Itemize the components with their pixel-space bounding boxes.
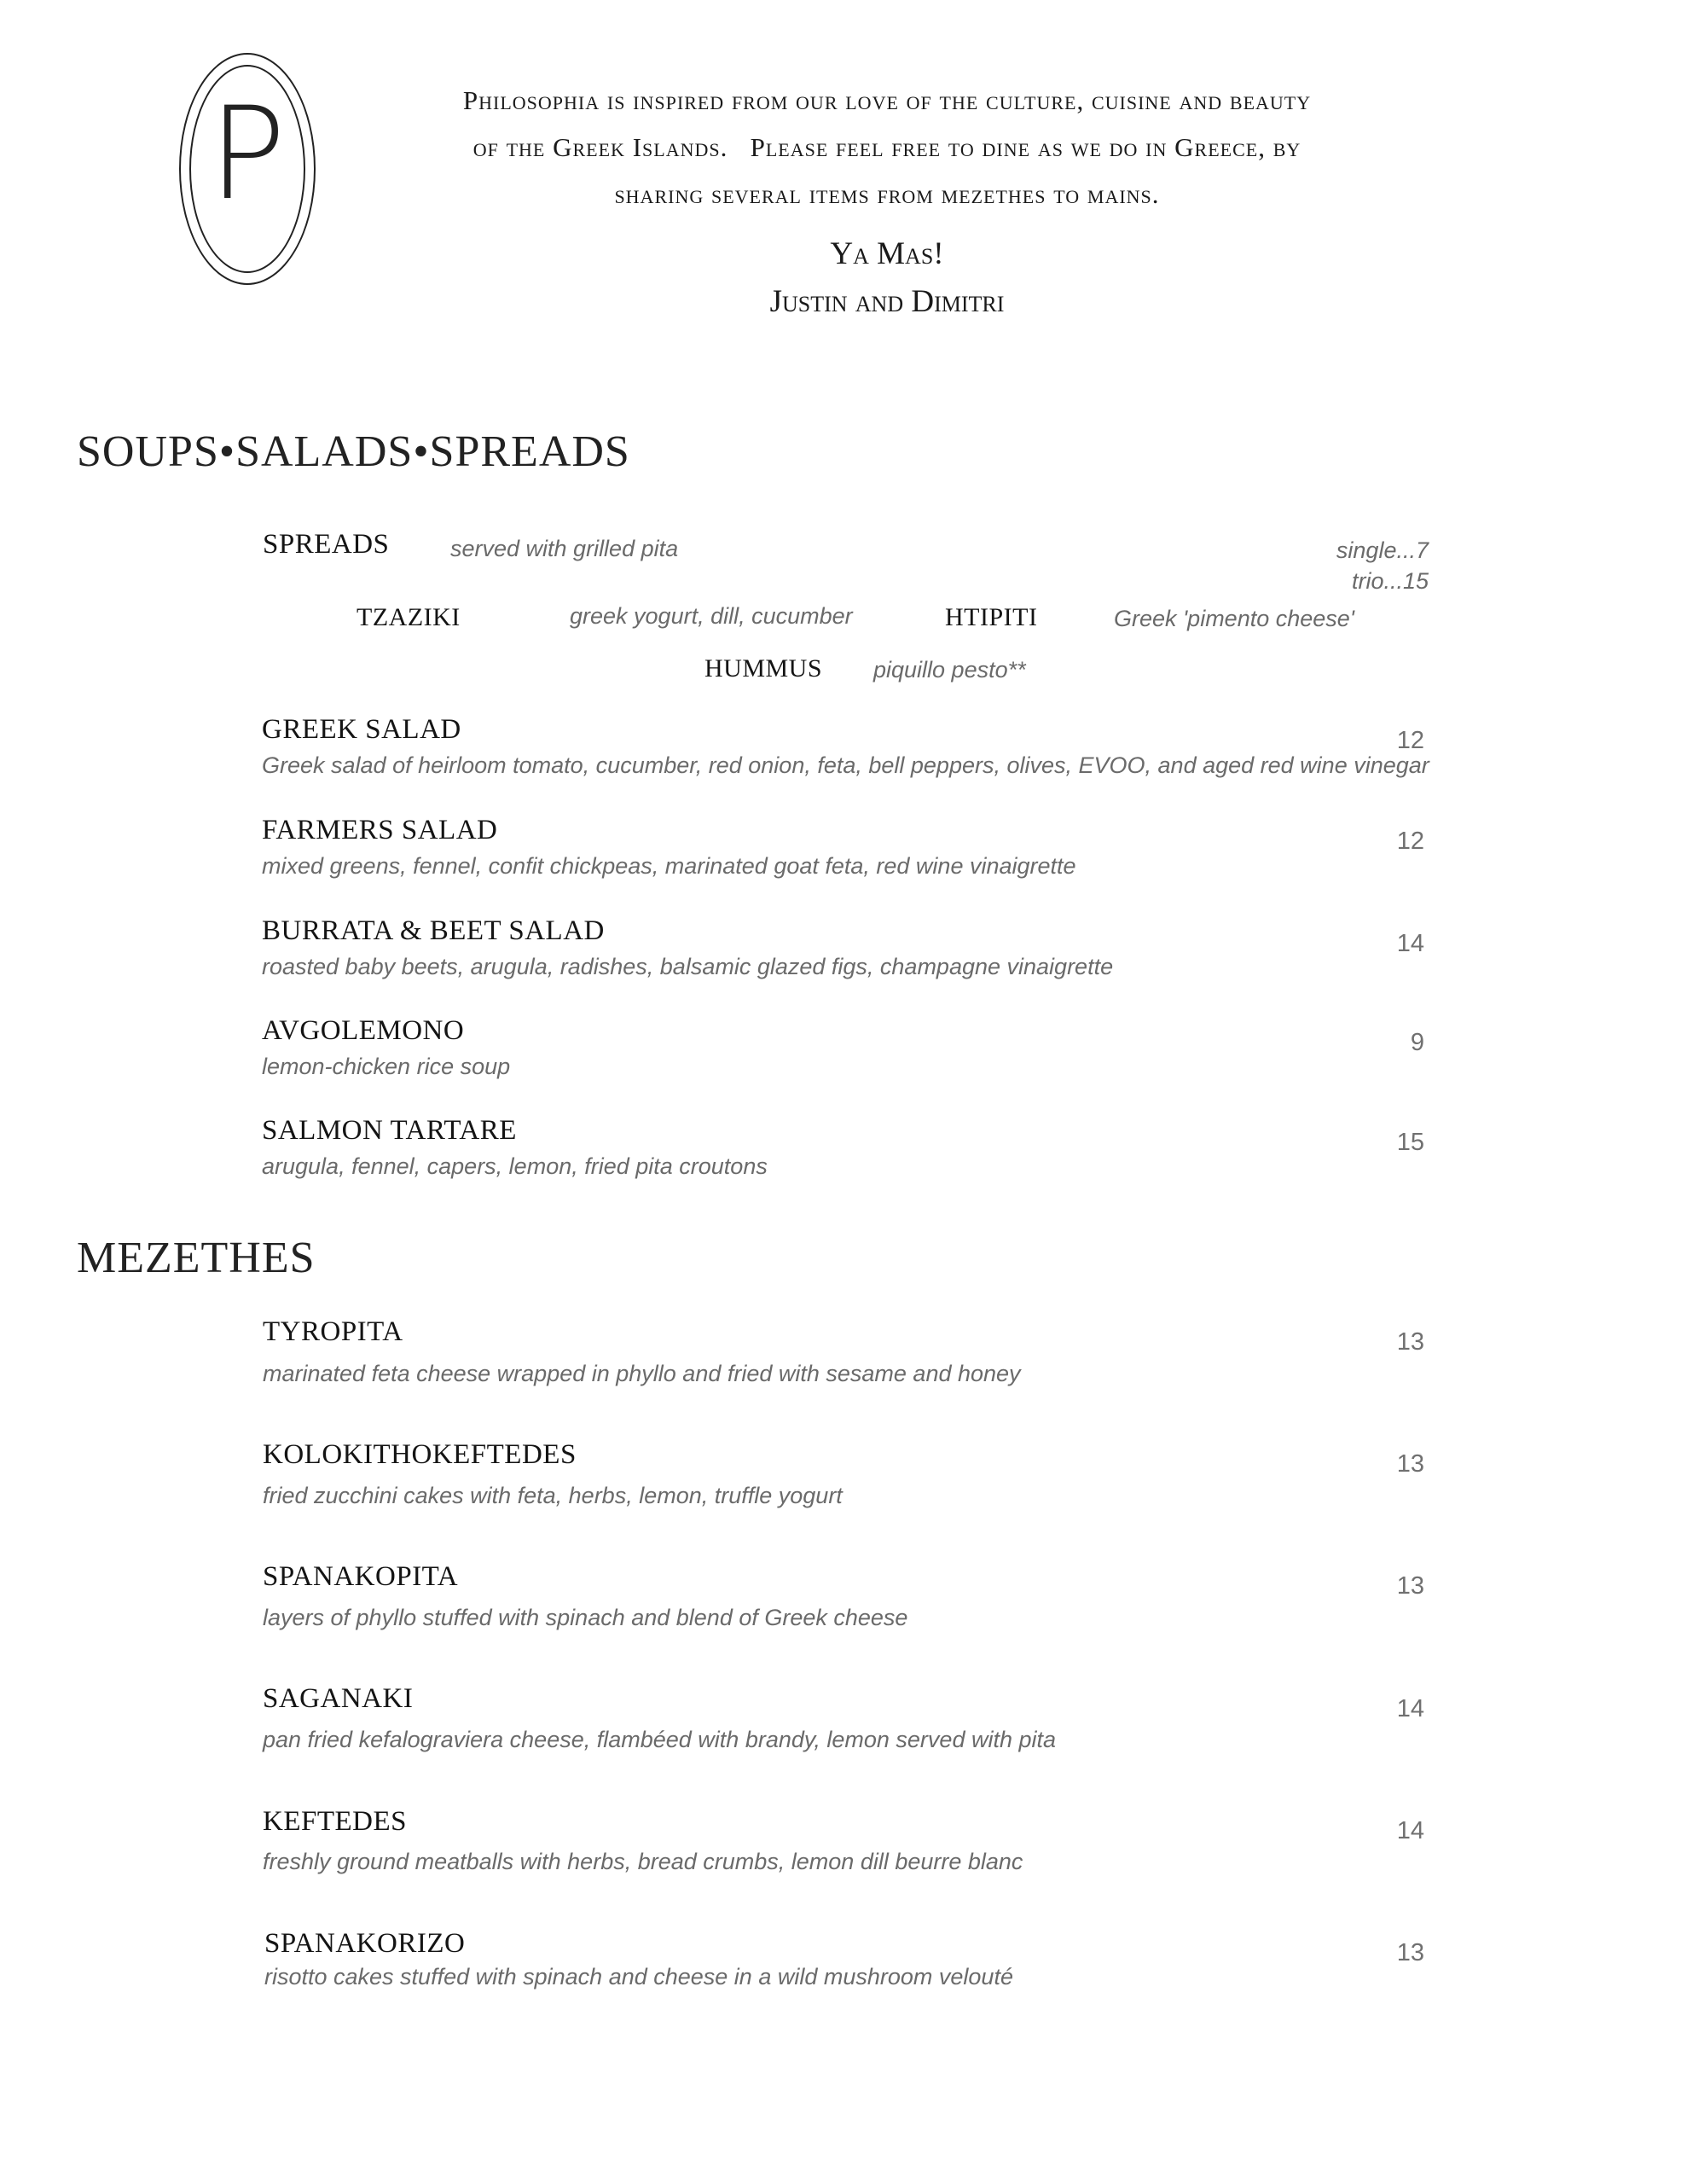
menu-item-desc: freshly ground meatballs with herbs, bread crumbs, lemon dill beurre blanc	[263, 1849, 1023, 1874]
spread-item-name: HUMMUS	[704, 654, 823, 682]
intro-line: Philosophia is inspired from our love of the culture, cuisine and beauty	[462, 85, 1312, 115]
intro-text	[345, 77, 1429, 218]
menu-item-price: 14	[1396, 1817, 1424, 1844]
menu-item-name: TYROPITA	[263, 1316, 403, 1347]
menu-item-price: 13	[1396, 1328, 1424, 1356]
menu-item-name: BURRATA & BEET SALAD	[262, 915, 605, 946]
menu-item-price: 13	[1396, 1939, 1424, 1966]
menu-item-name: KEFTEDES	[263, 1806, 407, 1837]
menu-item-name: SPANAKORIZO	[264, 1928, 466, 1959]
menu-item-name: SALMON TARTARE	[262, 1115, 517, 1146]
spread-item-name: HTIPITI	[945, 603, 1038, 631]
menu-item-desc: arugula, fennel, capers, lemon, fried pita croutons	[262, 1153, 768, 1179]
spreads-note: served with grilled pita	[450, 536, 679, 561]
menu-item-price: 14	[1396, 930, 1424, 957]
spreads-name: SPREADS	[263, 529, 390, 560]
menu-item-desc: fried zucchini cakes with feta, herbs, lemon, truffle yogurt	[263, 1483, 843, 1508]
logo-letter: P	[208, 80, 287, 229]
menu-item-desc: risotto cakes stuffed with spinach and cheese in a wild mushroom velouté	[264, 1964, 1013, 1989]
menu-item-price: 13	[1396, 1450, 1424, 1478]
intro-line: of the Greek Islands. Please feel free to dine as we do in Greece, by	[472, 132, 1301, 162]
menu-item-desc: pan fried kefalograviera cheese, flambéed with brandy, lemon served with pita	[263, 1727, 1057, 1752]
menu-item-desc: marinated feta cheese wrapped in phyllo and fried with sesame and honey	[263, 1361, 1021, 1386]
menu-item-desc: Greek salad of heirloom tomato, cucumber, red onion, feta, bell peppers, olives, EVOO, and aged red wine vinegar	[262, 752, 1429, 778]
spread-item-desc: piquillo pesto**	[873, 657, 1026, 682]
section-title-mezethes: MEZETHES	[77, 1234, 316, 1282]
signoff-toast: Ya Mas!	[830, 236, 944, 271]
menu-item-price: 9	[1410, 1029, 1424, 1056]
menu-item-desc: layers of phyllo stuffed with spinach and blend of Greek cheese	[263, 1605, 908, 1630]
spread-item-desc: greek yogurt, dill, cucumber	[570, 603, 853, 629]
menu-item-name: FARMERS SALAD	[262, 815, 498, 845]
signoff	[345, 230, 1429, 326]
menu-item-name: SAGANAKI	[263, 1683, 414, 1714]
spreads-single-price: single...7	[1336, 537, 1429, 563]
spreads-trio-price: trio...15	[1351, 568, 1429, 594]
menu-item-price: 13	[1396, 1572, 1424, 1600]
menu-item-desc: lemon-chicken rice soup	[262, 1054, 511, 1079]
spread-item-desc: Greek 'pimento cheese'	[1114, 606, 1354, 631]
menu-item-desc: mixed greens, fennel, confit chickpeas, marinated goat feta, red wine vinaigrette	[262, 853, 1076, 879]
menu-item-name: KOLOKITHOKEFTEDES	[263, 1439, 577, 1470]
signoff-names: Justin and Dimitri	[769, 284, 1005, 319]
menu-item-price: 12	[1396, 828, 1424, 855]
intro-line: sharing several items from mezethes to mains.	[614, 179, 1160, 209]
menu-item-price: 12	[1396, 727, 1424, 754]
menu-item-name: AVGOLEMONO	[262, 1015, 465, 1046]
spread-item-name: TZAZIKI	[357, 603, 461, 631]
menu-item-price: 14	[1396, 1695, 1424, 1722]
menu-item-name: GREEK SALAD	[262, 714, 461, 745]
section-title-soups: SOUPS•SALADS•SPREADS	[77, 427, 630, 476]
menu-item-name: SPANAKOPITA	[263, 1561, 459, 1592]
menu-item-price: 15	[1396, 1129, 1424, 1156]
menu-item-desc: roasted baby beets, arugula, radishes, balsamic glazed figs, champagne vinaigrette	[262, 954, 1114, 979]
